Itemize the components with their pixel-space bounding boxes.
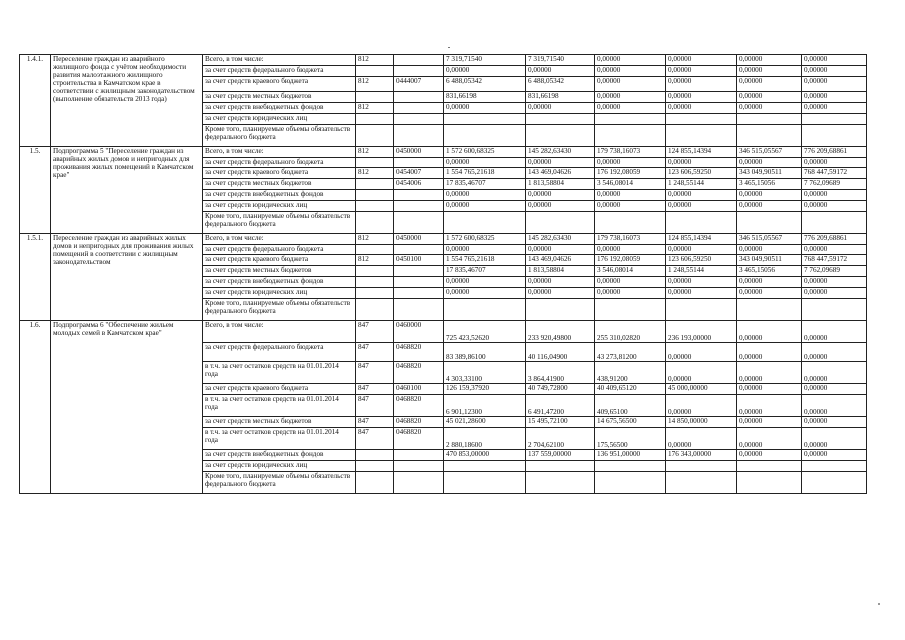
funding-source: Всего, в том числе:: [203, 147, 356, 158]
budget-code: [394, 103, 444, 114]
budget-code: [394, 55, 444, 66]
funding-source: за счет средств юридических лиц: [203, 288, 356, 299]
amount-cell: 17 835,46707: [444, 179, 526, 190]
table-row: [20, 147, 867, 158]
amount-cell: 0,00000: [737, 428, 802, 450]
amount-cell: [526, 299, 595, 321]
amount-cell: 0,00000: [666, 66, 737, 77]
row-index: 1.5.: [20, 147, 51, 234]
amount-cell: [737, 212, 802, 234]
grbs-code: [356, 190, 394, 201]
amount-cell: 0,00000: [526, 288, 595, 299]
budget-code: 0468820: [394, 362, 444, 384]
amount-cell: 0,00000: [737, 92, 802, 103]
amount-cell: 2 880,18600: [444, 428, 526, 450]
amount-cell: 3 465,15056: [737, 179, 802, 190]
grbs-code: [356, 288, 394, 299]
amount-cell: [444, 299, 526, 321]
grbs-code: 847: [356, 417, 394, 428]
funding-source: за счет средств федерального бюджета: [203, 245, 356, 255]
amount-cell: 45 000,00000: [666, 384, 737, 395]
budget-code: [394, 299, 444, 321]
budget-code: [394, 125, 444, 147]
amount-cell: 776 209,68861: [802, 234, 867, 245]
amount-cell: 236 193,00000: [666, 321, 737, 343]
amount-cell: 346 515,05567: [737, 234, 802, 245]
amount-cell: 0,00000: [444, 103, 526, 114]
amount-cell: 768 447,59172: [802, 255, 867, 266]
amount-cell: 1 813,58804: [526, 266, 595, 277]
amount-cell: [666, 114, 737, 125]
budget-code: 0444007: [394, 77, 444, 92]
amount-cell: 176 192,08059: [595, 255, 666, 266]
amount-cell: 124 855,14394: [666, 147, 737, 158]
amount-cell: [737, 472, 802, 494]
amount-cell: 0,00000: [802, 190, 867, 201]
amount-cell: [595, 212, 666, 234]
amount-cell: 0,00000: [737, 245, 802, 255]
table-row: [20, 321, 867, 343]
grbs-code: 847: [356, 428, 394, 450]
funding-source: за счет средств юридических лиц: [203, 114, 356, 125]
budget-code: [394, 114, 444, 125]
amount-cell: 0,00000: [526, 245, 595, 255]
grbs-code: [356, 450, 394, 461]
grbs-code: [356, 472, 394, 494]
grbs-code: [356, 66, 394, 77]
budget-code: [394, 450, 444, 461]
amount-cell: [737, 299, 802, 321]
funding-source: за счет средств юридических лиц: [203, 461, 356, 472]
funding-source: за счет средств внебюджетных фондов: [203, 450, 356, 461]
amount-cell: [595, 461, 666, 472]
amount-cell: 0,00000: [595, 77, 666, 92]
budget-code: [394, 212, 444, 234]
amount-cell: 0,00000: [595, 245, 666, 255]
grbs-code: 812: [356, 103, 394, 114]
amount-cell: 17 835,46707: [444, 266, 526, 277]
amount-cell: 145 282,63430: [526, 234, 595, 245]
budget-code: [394, 158, 444, 168]
amount-cell: 0,00000: [737, 77, 802, 92]
funding-source: за счет средств федерального бюджета: [203, 66, 356, 77]
amount-cell: 0,00000: [444, 277, 526, 288]
amount-cell: 0,00000: [666, 103, 737, 114]
amount-cell: 0,00000: [666, 92, 737, 103]
amount-cell: 1 554 765,21618: [444, 168, 526, 179]
amount-cell: 0,00000: [526, 158, 595, 168]
grbs-code: 847: [356, 384, 394, 395]
amount-cell: 14 675,56500: [595, 417, 666, 428]
funding-source: за счет средств местных бюджетов: [203, 417, 356, 428]
amount-cell: [666, 461, 737, 472]
funding-source: за счет средств местных бюджетов: [203, 266, 356, 277]
amount-cell: 137 559,00000: [526, 450, 595, 461]
budget-code: 0468820: [394, 395, 444, 417]
budget-code: 0468820: [394, 343, 444, 362]
funding-source: Кроме того, планируемые объемы обязательств федерального бюджета: [203, 125, 356, 147]
funding-source: за счет средств краевого бюджета: [203, 255, 356, 266]
budget-code: [394, 66, 444, 77]
amount-cell: [802, 114, 867, 125]
measure-title: Переселение граждан из аварийных жилых домов и непригодных для проживания жилых помещений в соответствии с жилищным законодательством: [51, 234, 203, 321]
grbs-code: [356, 179, 394, 190]
amount-cell: 40 116,04900: [526, 343, 595, 362]
row-index: 1.6.: [20, 321, 51, 494]
budget-code: [394, 288, 444, 299]
amount-cell: 7 319,71540: [526, 55, 595, 66]
amount-cell: 3 546,08014: [595, 179, 666, 190]
funding-source: в т.ч. за счет остатков средств на 01.01.2014 года: [203, 395, 356, 417]
row-index: 1.5.1.: [20, 234, 51, 321]
budget-table: [19, 54, 867, 494]
amount-cell: [526, 212, 595, 234]
amount-cell: 1 248,55144: [666, 179, 737, 190]
measure-title: Переселение граждан из аварийного жилищного фонда с учётом необходимости развития малоэтажного жилищного строительства в Камчатском крае в соответствии с жилищным законодательством (выполнение обязательств 2013 года): [51, 55, 203, 147]
amount-cell: 409,65100: [595, 395, 666, 417]
amount-cell: 0,00000: [444, 190, 526, 201]
amount-cell: 831,66198: [526, 92, 595, 103]
amount-cell: 343 049,90511: [737, 255, 802, 266]
amount-cell: 0,00000: [737, 288, 802, 299]
grbs-code: 812: [356, 168, 394, 179]
grbs-code: [356, 114, 394, 125]
amount-cell: 0,00000: [802, 201, 867, 212]
amount-cell: 0,00000: [526, 103, 595, 114]
amount-cell: [595, 125, 666, 147]
amount-cell: [666, 472, 737, 494]
measure-title: Подпрограмма 5 "Переселение граждан из аварийных жилых домов и непригодных для проживания жилых помещений в Камчатском крае": [51, 147, 203, 234]
amount-cell: 233 920,49800: [526, 321, 595, 343]
amount-cell: 0,00000: [666, 201, 737, 212]
amount-cell: 0,00000: [737, 277, 802, 288]
amount-cell: [666, 212, 737, 234]
amount-cell: 45 021,28600: [444, 417, 526, 428]
amount-cell: 176 192,08059: [595, 168, 666, 179]
amount-cell: 0,00000: [802, 417, 867, 428]
grbs-code: [356, 201, 394, 212]
amount-cell: 0,00000: [666, 277, 737, 288]
funding-source: за счет средств внебюджетных фондов: [203, 277, 356, 288]
amount-cell: 1 554 765,21618: [444, 255, 526, 266]
amount-cell: [444, 461, 526, 472]
grbs-code: [356, 299, 394, 321]
amount-cell: [802, 125, 867, 147]
amount-cell: 0,00000: [802, 395, 867, 417]
amount-cell: 0,00000: [526, 66, 595, 77]
amount-cell: 136 951,00000: [595, 450, 666, 461]
funding-source: в т.ч. за счет остатков средств на 01.01.2014 года: [203, 362, 356, 384]
amount-cell: 7 762,09689: [802, 179, 867, 190]
amount-cell: 0,00000: [595, 92, 666, 103]
table-row: [20, 234, 867, 245]
amount-cell: 0,00000: [666, 395, 737, 417]
amount-cell: 438,91200: [595, 362, 666, 384]
grbs-code: 812: [356, 255, 394, 266]
amount-cell: 43 273,81200: [595, 343, 666, 362]
amount-cell: 123 606,59250: [666, 255, 737, 266]
amount-cell: 0,00000: [737, 362, 802, 384]
amount-cell: [595, 299, 666, 321]
amount-cell: 725 423,52620: [444, 321, 526, 343]
amount-cell: 175,56500: [595, 428, 666, 450]
amount-cell: 0,00000: [802, 55, 867, 66]
budget-code: 0468820: [394, 428, 444, 450]
amount-cell: [444, 114, 526, 125]
amount-cell: 0,00000: [666, 77, 737, 92]
budget-code: [394, 201, 444, 212]
amount-cell: 0,00000: [595, 103, 666, 114]
amount-cell: 0,00000: [802, 245, 867, 255]
amount-cell: 0,00000: [737, 103, 802, 114]
amount-cell: [737, 461, 802, 472]
amount-cell: 0,00000: [802, 362, 867, 384]
grbs-code: [356, 461, 394, 472]
amount-cell: [444, 125, 526, 147]
amount-cell: 0,00000: [595, 190, 666, 201]
amount-cell: 0,00000: [737, 384, 802, 395]
grbs-code: 847: [356, 395, 394, 417]
amount-cell: 0,00000: [737, 450, 802, 461]
amount-cell: 14 850,00000: [666, 417, 737, 428]
amount-cell: [666, 299, 737, 321]
amount-cell: 126 159,37920: [444, 384, 526, 395]
amount-cell: [802, 299, 867, 321]
amount-cell: 831,66198: [444, 92, 526, 103]
amount-cell: 0,00000: [666, 428, 737, 450]
budget-code: 0460100: [394, 384, 444, 395]
amount-cell: 0,00000: [666, 362, 737, 384]
amount-cell: 0,00000: [444, 66, 526, 77]
grbs-code: [356, 92, 394, 103]
amount-cell: 1 248,55144: [666, 266, 737, 277]
amount-cell: 176 343,00000: [666, 450, 737, 461]
grbs-code: 812: [356, 77, 394, 92]
amount-cell: 0,00000: [595, 201, 666, 212]
amount-cell: 145 282,63430: [526, 147, 595, 158]
amount-cell: 4 303,33100: [444, 362, 526, 384]
funding-source: за счет средств внебюджетных фондов: [203, 103, 356, 114]
amount-cell: 0,00000: [444, 158, 526, 168]
amount-cell: 6 901,12300: [444, 395, 526, 417]
grbs-code: [356, 245, 394, 255]
amount-cell: 15 495,72100: [526, 417, 595, 428]
amount-cell: [526, 125, 595, 147]
amount-cell: 179 738,16073: [595, 234, 666, 245]
amount-cell: [666, 125, 737, 147]
funding-source: за счет средств краевого бюджета: [203, 384, 356, 395]
amount-cell: 0,00000: [802, 384, 867, 395]
amount-cell: 0,00000: [595, 277, 666, 288]
amount-cell: 0,00000: [666, 55, 737, 66]
budget-code: 0450000: [394, 147, 444, 158]
amount-cell: [737, 125, 802, 147]
row-index: 1.4.1.: [20, 55, 51, 147]
amount-cell: 40 749,72800: [526, 384, 595, 395]
budget-code: 0454007: [394, 168, 444, 179]
budget-code: 0460000: [394, 321, 444, 343]
amount-cell: 0,00000: [737, 417, 802, 428]
budget-code: [394, 461, 444, 472]
funding-source: за счет средств федерального бюджета: [203, 343, 356, 362]
amount-cell: 0,00000: [737, 190, 802, 201]
amount-cell: 0,00000: [802, 428, 867, 450]
funding-source: за счет средств местных бюджетов: [203, 92, 356, 103]
amount-cell: 1 572 600,68325: [444, 147, 526, 158]
amount-cell: 179 738,16073: [595, 147, 666, 158]
amount-cell: 0,00000: [595, 158, 666, 168]
amount-cell: 768 447,59172: [802, 168, 867, 179]
amount-cell: 0,00000: [737, 395, 802, 417]
table-row: [20, 55, 867, 66]
amount-cell: 1 572 600,68325: [444, 234, 526, 245]
amount-cell: 6 488,05342: [444, 77, 526, 92]
amount-cell: 0,00000: [737, 66, 802, 77]
amount-cell: 0,00000: [802, 77, 867, 92]
amount-cell: 0,00000: [802, 103, 867, 114]
amount-cell: 143 469,04626: [526, 168, 595, 179]
funding-source: за счет средств краевого бюджета: [203, 77, 356, 92]
grbs-code: 847: [356, 343, 394, 362]
funding-source: Всего, в том числе:: [203, 234, 356, 245]
amount-cell: 0,00000: [737, 201, 802, 212]
funding-source: Всего, в том числе:: [203, 55, 356, 66]
amount-cell: 0,00000: [802, 288, 867, 299]
amount-cell: 0,00000: [802, 66, 867, 77]
amount-cell: 3 465,15056: [737, 266, 802, 277]
grbs-code: 812: [356, 234, 394, 245]
amount-cell: 776 209,68861: [802, 147, 867, 158]
amount-cell: 3 546,08014: [595, 266, 666, 277]
amount-cell: 0,00000: [666, 343, 737, 362]
grbs-code: 847: [356, 362, 394, 384]
funding-source: за счет средств федерального бюджета: [203, 158, 356, 168]
amount-cell: [595, 472, 666, 494]
funding-source: в т.ч. за счет остатков средств на 01.01.2014 года: [203, 428, 356, 450]
grbs-code: [356, 212, 394, 234]
amount-cell: 0,00000: [444, 288, 526, 299]
amount-cell: 2 704,62100: [526, 428, 595, 450]
budget-code: [394, 277, 444, 288]
funding-source: Всего, в том числе:: [203, 321, 356, 343]
amount-cell: 0,00000: [666, 158, 737, 168]
amount-cell: 0,00000: [802, 450, 867, 461]
amount-cell: 0,00000: [737, 158, 802, 168]
grbs-code: [356, 158, 394, 168]
budget-code: [394, 245, 444, 255]
grbs-code: [356, 277, 394, 288]
amount-cell: 40 409,65120: [595, 384, 666, 395]
amount-cell: [802, 461, 867, 472]
amount-cell: 3 864,41900: [526, 362, 595, 384]
amount-cell: 0,00000: [802, 158, 867, 168]
grbs-code: [356, 125, 394, 147]
funding-source: за счет средств местных бюджетов: [203, 179, 356, 190]
funding-source: за счет средств внебюджетных фондов: [203, 190, 356, 201]
budget-code: 0454006: [394, 179, 444, 190]
amount-cell: [444, 212, 526, 234]
amount-cell: [526, 114, 595, 125]
budget-code: 0450000: [394, 234, 444, 245]
amount-cell: 343 049,90511: [737, 168, 802, 179]
amount-cell: 1 813,58804: [526, 179, 595, 190]
amount-cell: 7 319,71540: [444, 55, 526, 66]
amount-cell: 0,00000: [666, 245, 737, 255]
amount-cell: [444, 472, 526, 494]
budget-code: 0450100: [394, 255, 444, 266]
amount-cell: 0,00000: [802, 343, 867, 362]
grbs-code: 812: [356, 147, 394, 158]
amount-cell: 143 469,04626: [526, 255, 595, 266]
scan-mark: [448, 47, 450, 48]
amount-cell: [737, 114, 802, 125]
amount-cell: 123 606,59250: [666, 168, 737, 179]
amount-cell: [802, 212, 867, 234]
amount-cell: 7 762,09689: [802, 266, 867, 277]
amount-cell: 0,00000: [737, 55, 802, 66]
budget-code: [394, 266, 444, 277]
amount-cell: 0,00000: [444, 245, 526, 255]
amount-cell: 6 491,47200: [526, 395, 595, 417]
budget-code: 0468820: [394, 417, 444, 428]
funding-source: Кроме того, планируемые объемы обязательств федерального бюджета: [203, 472, 356, 494]
amount-cell: 0,00000: [526, 277, 595, 288]
amount-cell: 255 310,02820: [595, 321, 666, 343]
amount-cell: 470 853,00000: [444, 450, 526, 461]
grbs-code: 847: [356, 321, 394, 343]
amount-cell: 0,00000: [595, 55, 666, 66]
amount-cell: 346 515,05567: [737, 147, 802, 158]
amount-cell: [526, 461, 595, 472]
amount-cell: 0,00000: [595, 66, 666, 77]
budget-code: [394, 190, 444, 201]
amount-cell: 6 488,05342: [526, 77, 595, 92]
amount-cell: 0,00000: [526, 190, 595, 201]
funding-source: Кроме того, планируемые объемы обязательств федерального бюджета: [203, 212, 356, 234]
amount-cell: [802, 472, 867, 494]
amount-cell: 0,00000: [802, 92, 867, 103]
funding-source: за счет средств юридических лиц: [203, 201, 356, 212]
amount-cell: 0,00000: [737, 343, 802, 362]
amount-cell: [595, 114, 666, 125]
amount-cell: 0,00000: [666, 288, 737, 299]
amount-cell: 0,00000: [802, 321, 867, 343]
funding-source: Кроме того, планируемые объемы обязательств федерального бюджета: [203, 299, 356, 321]
amount-cell: 0,00000: [595, 288, 666, 299]
grbs-code: 812: [356, 55, 394, 66]
amount-cell: 124 855,14394: [666, 234, 737, 245]
funding-source: за счет средств краевого бюджета: [203, 168, 356, 179]
amount-cell: 83 389,86100: [444, 343, 526, 362]
amount-cell: 0,00000: [737, 321, 802, 343]
amount-cell: 0,00000: [802, 277, 867, 288]
budget-code: [394, 472, 444, 494]
grbs-code: [356, 266, 394, 277]
budget-code: [394, 92, 444, 103]
scan-speck: [878, 603, 880, 605]
amount-cell: 0,00000: [526, 201, 595, 212]
amount-cell: 0,00000: [666, 190, 737, 201]
amount-cell: [526, 472, 595, 494]
measure-title: Подпрограмма 6 "Обеспечение жильем молодых семей в Камчатском крае": [51, 321, 203, 494]
amount-cell: 0,00000: [444, 201, 526, 212]
